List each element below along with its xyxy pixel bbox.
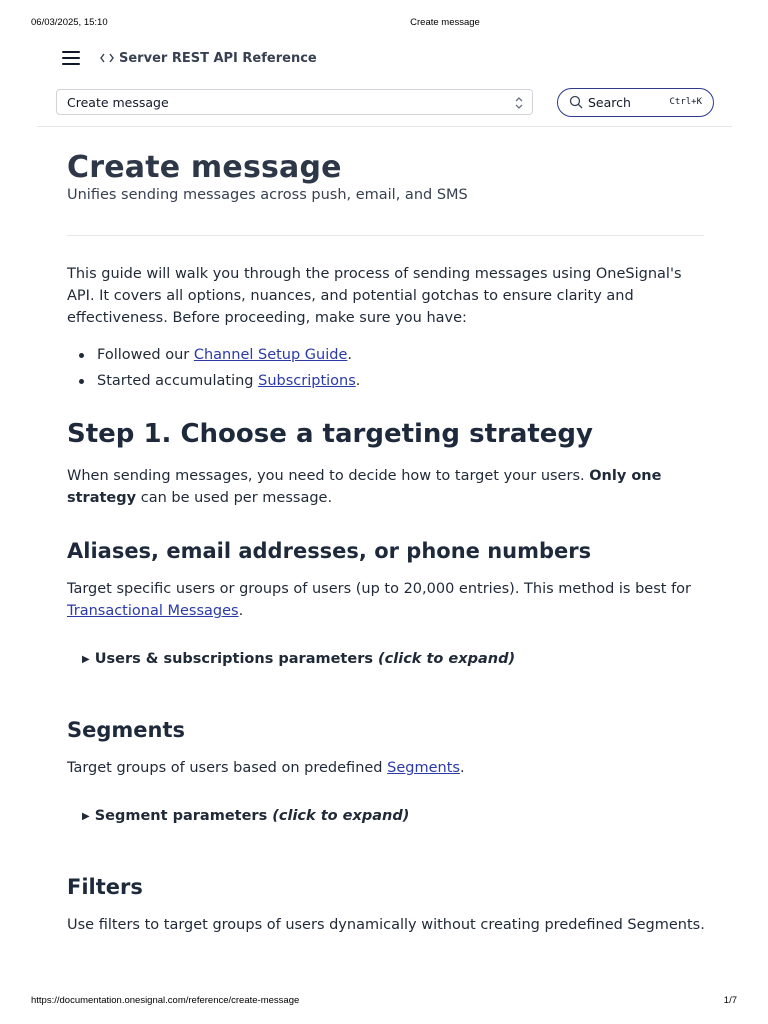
list-item-suffix: . [347, 347, 353, 363]
step1-paragraph [67, 465, 707, 509]
search-button[interactable] [557, 88, 714, 117]
print-page-number: 1/7 [723, 995, 737, 1006]
step1-heading: Step 1. Choose a targeting strategy [67, 419, 593, 449]
users-subscriptions-expander[interactable] [82, 651, 515, 667]
expand-triangle-icon: ▶ [82, 811, 90, 822]
api-reference-link[interactable] [100, 49, 317, 67]
expand-triangle-icon: ▶ [82, 654, 90, 665]
step1-section [67, 417, 707, 451]
list-item [67, 342, 360, 368]
menu-icon[interactable] [62, 51, 80, 65]
aliases-heading: Aliases, email addresses, or phone numbers [67, 539, 592, 563]
segments-text-before: Target groups of users based on predefined [67, 760, 388, 776]
print-footer [0, 995, 768, 1009]
segment-parameters-expander[interactable] [82, 808, 409, 824]
prerequisites-list [67, 342, 360, 394]
segments-heading: Segments [67, 718, 186, 742]
expander-hint: (click to expand) [378, 651, 516, 667]
page-select[interactable] [56, 89, 533, 115]
list-item-text: Started accumulating [97, 373, 259, 389]
expander-label: Segment parameters [94, 808, 268, 824]
divider [67, 235, 704, 236]
segments-link[interactable]: Segments [387, 760, 460, 776]
list-item [67, 368, 360, 394]
filters-heading: Filters [67, 875, 143, 899]
search-shortcut: Ctrl+K [669, 97, 702, 107]
search-icon [569, 95, 583, 109]
segments-text-after: . [459, 760, 465, 776]
segments-text [67, 757, 707, 779]
step1-text-after: can be used per message. [136, 490, 333, 506]
print-datetime: 06/03/2025, 15:10 [31, 17, 108, 28]
transactional-messages-link[interactable]: Transactional Messages [67, 603, 239, 619]
segments-paragraph [67, 757, 707, 779]
intro-text: This guide will walk you through the process of sending messages using OneSignal's API. It covers all options, nuances, and potential gotchas to ensure clarity and effectiveness. Before proceeding, make sure you have: [67, 266, 682, 326]
list-item-text: Followed our [97, 347, 194, 363]
api-reference-label: Server REST API Reference [119, 50, 317, 66]
filters-section [67, 873, 707, 901]
expander-hint: (click to expand) [272, 808, 410, 824]
step1-text-before: When sending messages, you need to decide how to target your users. [67, 468, 590, 484]
print-title: Create message [410, 17, 480, 28]
filters-text: Use filters to target groups of users dynamically without creating predefined Segments. [67, 917, 705, 933]
aliases-paragraph [67, 578, 707, 622]
step1-text [67, 465, 707, 509]
print-url: https://documentation.onesignal.com/reference/create-message [31, 995, 300, 1006]
aliases-text [67, 578, 707, 622]
segments-section [67, 716, 707, 744]
page-subtitle: Unifies sending messages across push, email, and SMS [67, 187, 468, 203]
step1-bold: Only one strategy [67, 468, 662, 506]
channel-setup-guide-link[interactable]: Channel Setup Guide [193, 347, 348, 363]
doc-topbar [37, 40, 732, 127]
aliases-text-before: Target specific users or groups of users (up to 20,000 entries). This method is best for [67, 581, 692, 597]
search-label: Search [588, 95, 631, 110]
intro-paragraph [67, 263, 707, 329]
page-title: Create message [67, 150, 342, 185]
page-select-value: Create message [67, 94, 169, 110]
expander-label: Users & subscriptions parameters [94, 651, 373, 667]
subscriptions-link[interactable]: Subscriptions [258, 373, 356, 389]
aliases-text-after: . [238, 603, 244, 619]
chevron-up-down-icon [514, 95, 524, 111]
aliases-section [67, 537, 707, 565]
filters-paragraph [67, 914, 707, 936]
code-icon [100, 52, 114, 64]
list-item-suffix: . [355, 373, 361, 389]
print-header [0, 17, 768, 31]
article-header [67, 148, 707, 205]
